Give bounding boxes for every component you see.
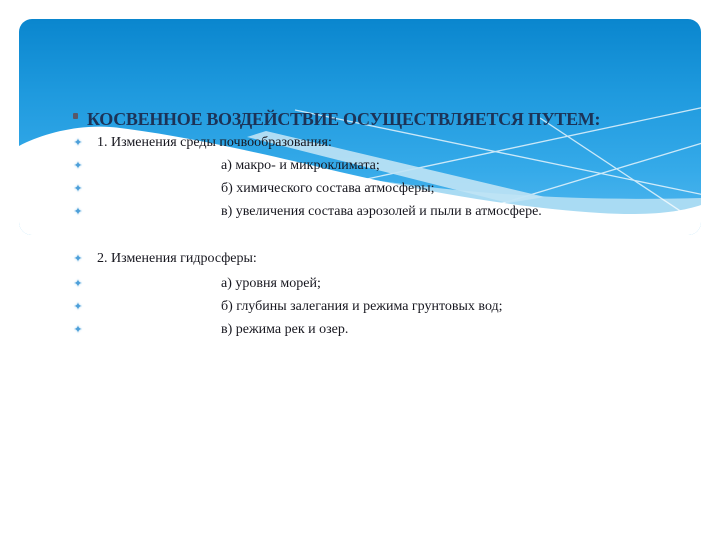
- list-item-text: б) глубины залегания и режима грунтовых вод;: [221, 299, 503, 314]
- list-item-text: в) режима рек и озер.: [221, 322, 349, 337]
- sparkle-bullet-icon: ✦: [73, 159, 83, 172]
- list-item-text: в) увеличения состава аэрозолей и пыли в атмосфере.: [221, 204, 542, 219]
- list-item: [0, 157, 720, 175]
- list-item: [0, 180, 720, 198]
- list-item-group1-heading: [0, 134, 720, 152]
- list-item: [0, 275, 720, 293]
- sparkle-bullet-icon: ✦: [73, 277, 83, 290]
- list-item: [0, 321, 720, 339]
- banner-wave-graphic: [0, 0, 720, 260]
- list-item-text: 1. Изменения среды почвообразования:: [97, 135, 332, 150]
- list-item-text: а) уровня морей;: [221, 276, 321, 291]
- list-item: [0, 203, 720, 221]
- sparkle-bullet-icon: ✦: [73, 182, 83, 195]
- list-item: [0, 298, 720, 316]
- list-item-text: б) химического состава атмосферы;: [221, 181, 435, 196]
- sparkle-bullet-icon: ✦: [73, 323, 83, 336]
- list-item-group2-heading: [0, 250, 720, 268]
- list-item-text: а) макро- и микроклимата;: [221, 158, 380, 173]
- slide-title: КОСВЕННОЕ ВОЗДЕЙСТВИЕ ОСУЩЕСТВЛЯЕТСЯ ПУТЕМ:: [87, 109, 601, 129]
- title-marker-dot: [73, 113, 78, 119]
- sparkle-bullet-icon: ✦: [73, 252, 83, 265]
- sparkle-bullet-icon: ✦: [73, 205, 83, 218]
- list-item-text: 2. Изменения гидросферы:: [97, 251, 257, 266]
- sparkle-bullet-icon: ✦: [73, 136, 83, 149]
- sparkle-bullet-icon: ✦: [73, 300, 83, 313]
